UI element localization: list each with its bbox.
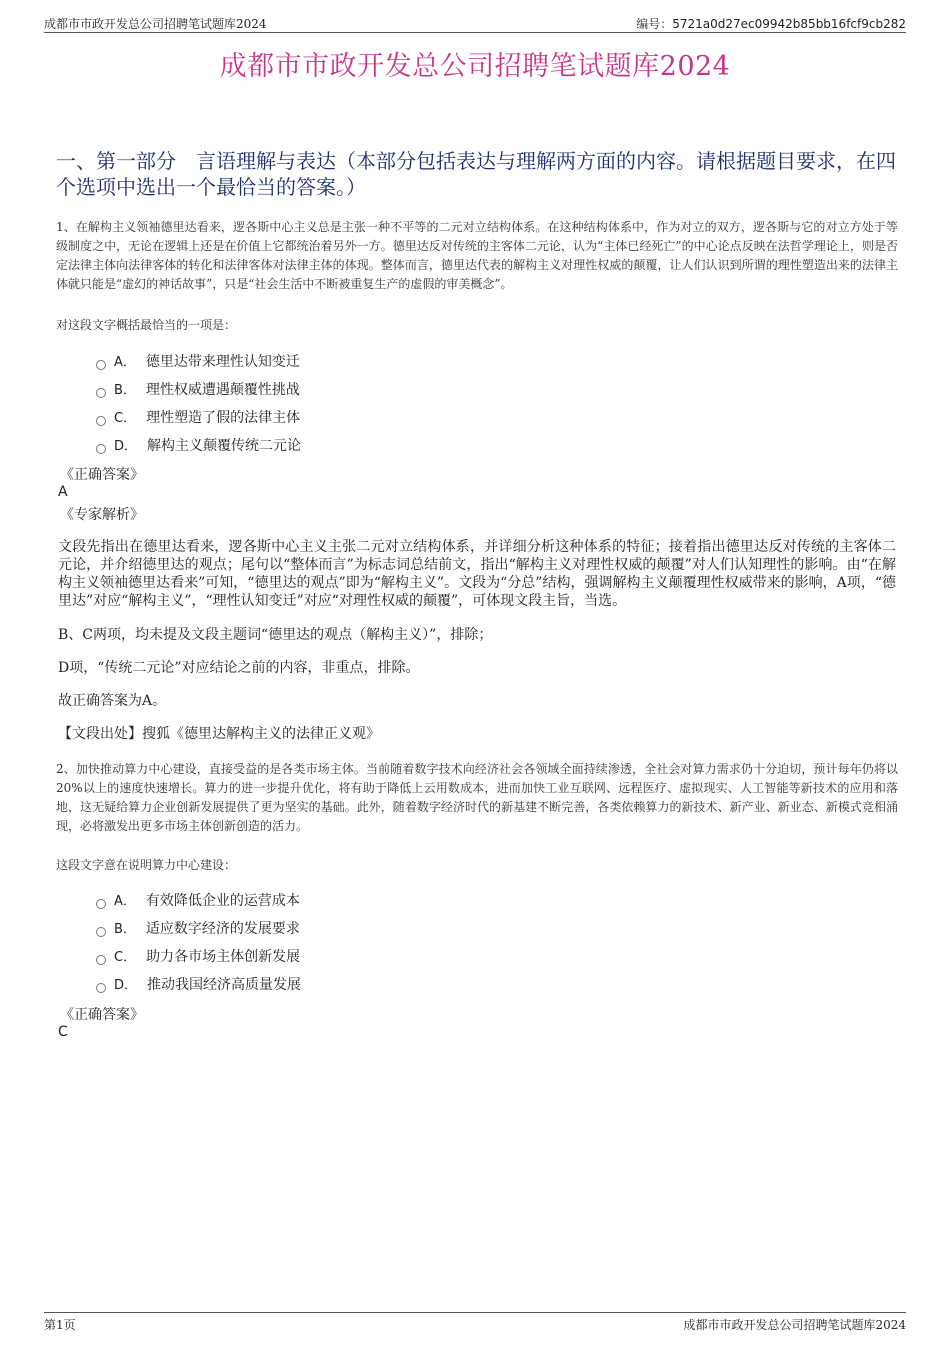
radio-icon[interactable] — [96, 360, 106, 370]
radio-icon[interactable] — [96, 955, 106, 965]
q1-answer-label: 《正确答案》 — [60, 467, 144, 483]
header-doc-code — [636, 15, 906, 32]
footer-doc-title: 成都市市政开发总公司招聘笔试题库2024 — [683, 1318, 906, 1332]
page-header — [44, 14, 906, 33]
q1-analysis-conclusion: 故正确答案为A。 — [58, 693, 167, 709]
q2-answer-label: 《正确答案》 — [60, 1007, 144, 1023]
section-heading: 一、第一部分 言语理解与表达（本部分包括表达与理解两方面的内容。请根据题目要求，在四个选项中选出一个最恰当的答案。） — [56, 149, 896, 199]
q1-analysis-paragraph: 文段先指出在德里达看来，逻各斯中心主义主张二元对立结构体系，并详细分析这种体系的特征；接着指出德里达反对传统的主客体二元论，并介绍德里达的观点；尾句以“整体而言”为标志词总结前文，指出“解构主义对理性权威的颠覆”对人们认知理性的影响。由“在解构主义领袖德里达看来”可知，“德里达的观点”即为“解构主义”。文段为“分总”结构，强调解构主义颠覆理性权威带来的影响，A项，“德里达”对应“解构主义”，“理性认知变迁”对应“对理性权威的颠覆”，可体现文段主旨，当选。 — [58, 539, 896, 609]
page-footer — [44, 1312, 906, 1335]
q1-analysis-d: D项，“传统二元论”对应结论之前的内容，非重点，排除。 — [58, 660, 420, 676]
radio-icon[interactable] — [96, 416, 106, 426]
q2-question: 这段文字意在说明算力中心建设： — [56, 858, 237, 872]
footer-page-number: 第1页 — [44, 1318, 76, 1332]
header-doc-title: 成都市市政开发总公司招聘笔试题库2024 — [44, 17, 267, 31]
q2-option-c[interactable]: C． 助力各市场主体创新发展 — [96, 946, 300, 968]
q1-option-c[interactable]: C． 理性塑造了假的法律主体 — [96, 407, 300, 429]
q2-answer: C — [58, 1024, 68, 1040]
q1-option-a[interactable]: A． 德里达带来理性认知变迁 — [96, 351, 300, 373]
q1-analysis-source: 【文段出处】搜狐《德里达解构主义的法律正义观》 — [58, 726, 380, 742]
document-title: 成都市市政开发总公司招聘笔试题库2024 — [219, 51, 731, 82]
header-code-value: 5721a0d27ec09942b85bb16fcf9cb282 — [672, 17, 906, 31]
q2-passage: 2、加快推动算力中心建设，直接受益的是各类市场主体。当前随着数字技术向经济社会各领域全面持续渗透，全社会对算力需求仍十分迫切，预计每年仍将以20%以上的速度快速增长。算力的进一步提升优化，将有助于降低上云用数成本，进而加快工业互联网、远程医疗、虚拟现实、人工智能等新技术的应用和落地，这无疑给算力企业创新发展提供了更为坚实的基础。此外，随着数字经济时代的新基建不断完善，各类依赖算力的新技术、新产业、新业态、新模式竞相涌现，必将激发出更多市场主体创新创造的活力。 — [56, 762, 898, 833]
q1-answer: A — [58, 484, 68, 500]
header-code-label: 编号： — [636, 17, 673, 31]
q1-passage: 1、在解构主义领袖德里达看来，逻各斯中心主义总是主张一种不平等的二元对立结构体系。在这种结构体系中，作为对立的双方，逻各斯与它的对立方处于等级制度之中，无论在逻辑上还是在价值上它都统治着另外一方。德里达反对传统的主客体二元论，认为“主体已经死亡”的中心论点反映在法哲学理论上，则是否定法律主体向法律客体的转化和法律客体对法律主体的体现。整体而言，德里达代表的解构主义对理性权威的颠覆，让人们认识到所谓的理性塑造出来的法律主体就只能是“虚幻的神话故事”，只是“社会生活中不断被重复生产的虚假的审美概念”。 — [56, 220, 898, 291]
radio-icon[interactable] — [96, 899, 106, 909]
q1-analysis-label: 《专家解析》 — [60, 507, 144, 523]
q1-analysis-bc: B、C两项，均未提及文段主题词“德里达的观点（解构主义）”，排除； — [58, 627, 493, 643]
radio-icon[interactable] — [96, 983, 106, 993]
q1-option-b[interactable]: B． 理性权威遭遇颠覆性挑战 — [96, 379, 300, 401]
radio-icon[interactable] — [96, 388, 106, 398]
q2-option-a[interactable]: A． 有效降低企业的运营成本 — [96, 890, 300, 912]
q1-option-d[interactable]: D． 解构主义颠覆传统二元论 — [96, 435, 301, 457]
radio-icon[interactable] — [96, 927, 106, 937]
q1-question: 对这段文字概括最恰当的一项是： — [56, 318, 237, 332]
q2-option-b[interactable]: B． 适应数字经济的发展要求 — [96, 918, 300, 940]
q2-option-d[interactable]: D． 推动我国经济高质量发展 — [96, 974, 301, 996]
radio-icon[interactable] — [96, 444, 106, 454]
